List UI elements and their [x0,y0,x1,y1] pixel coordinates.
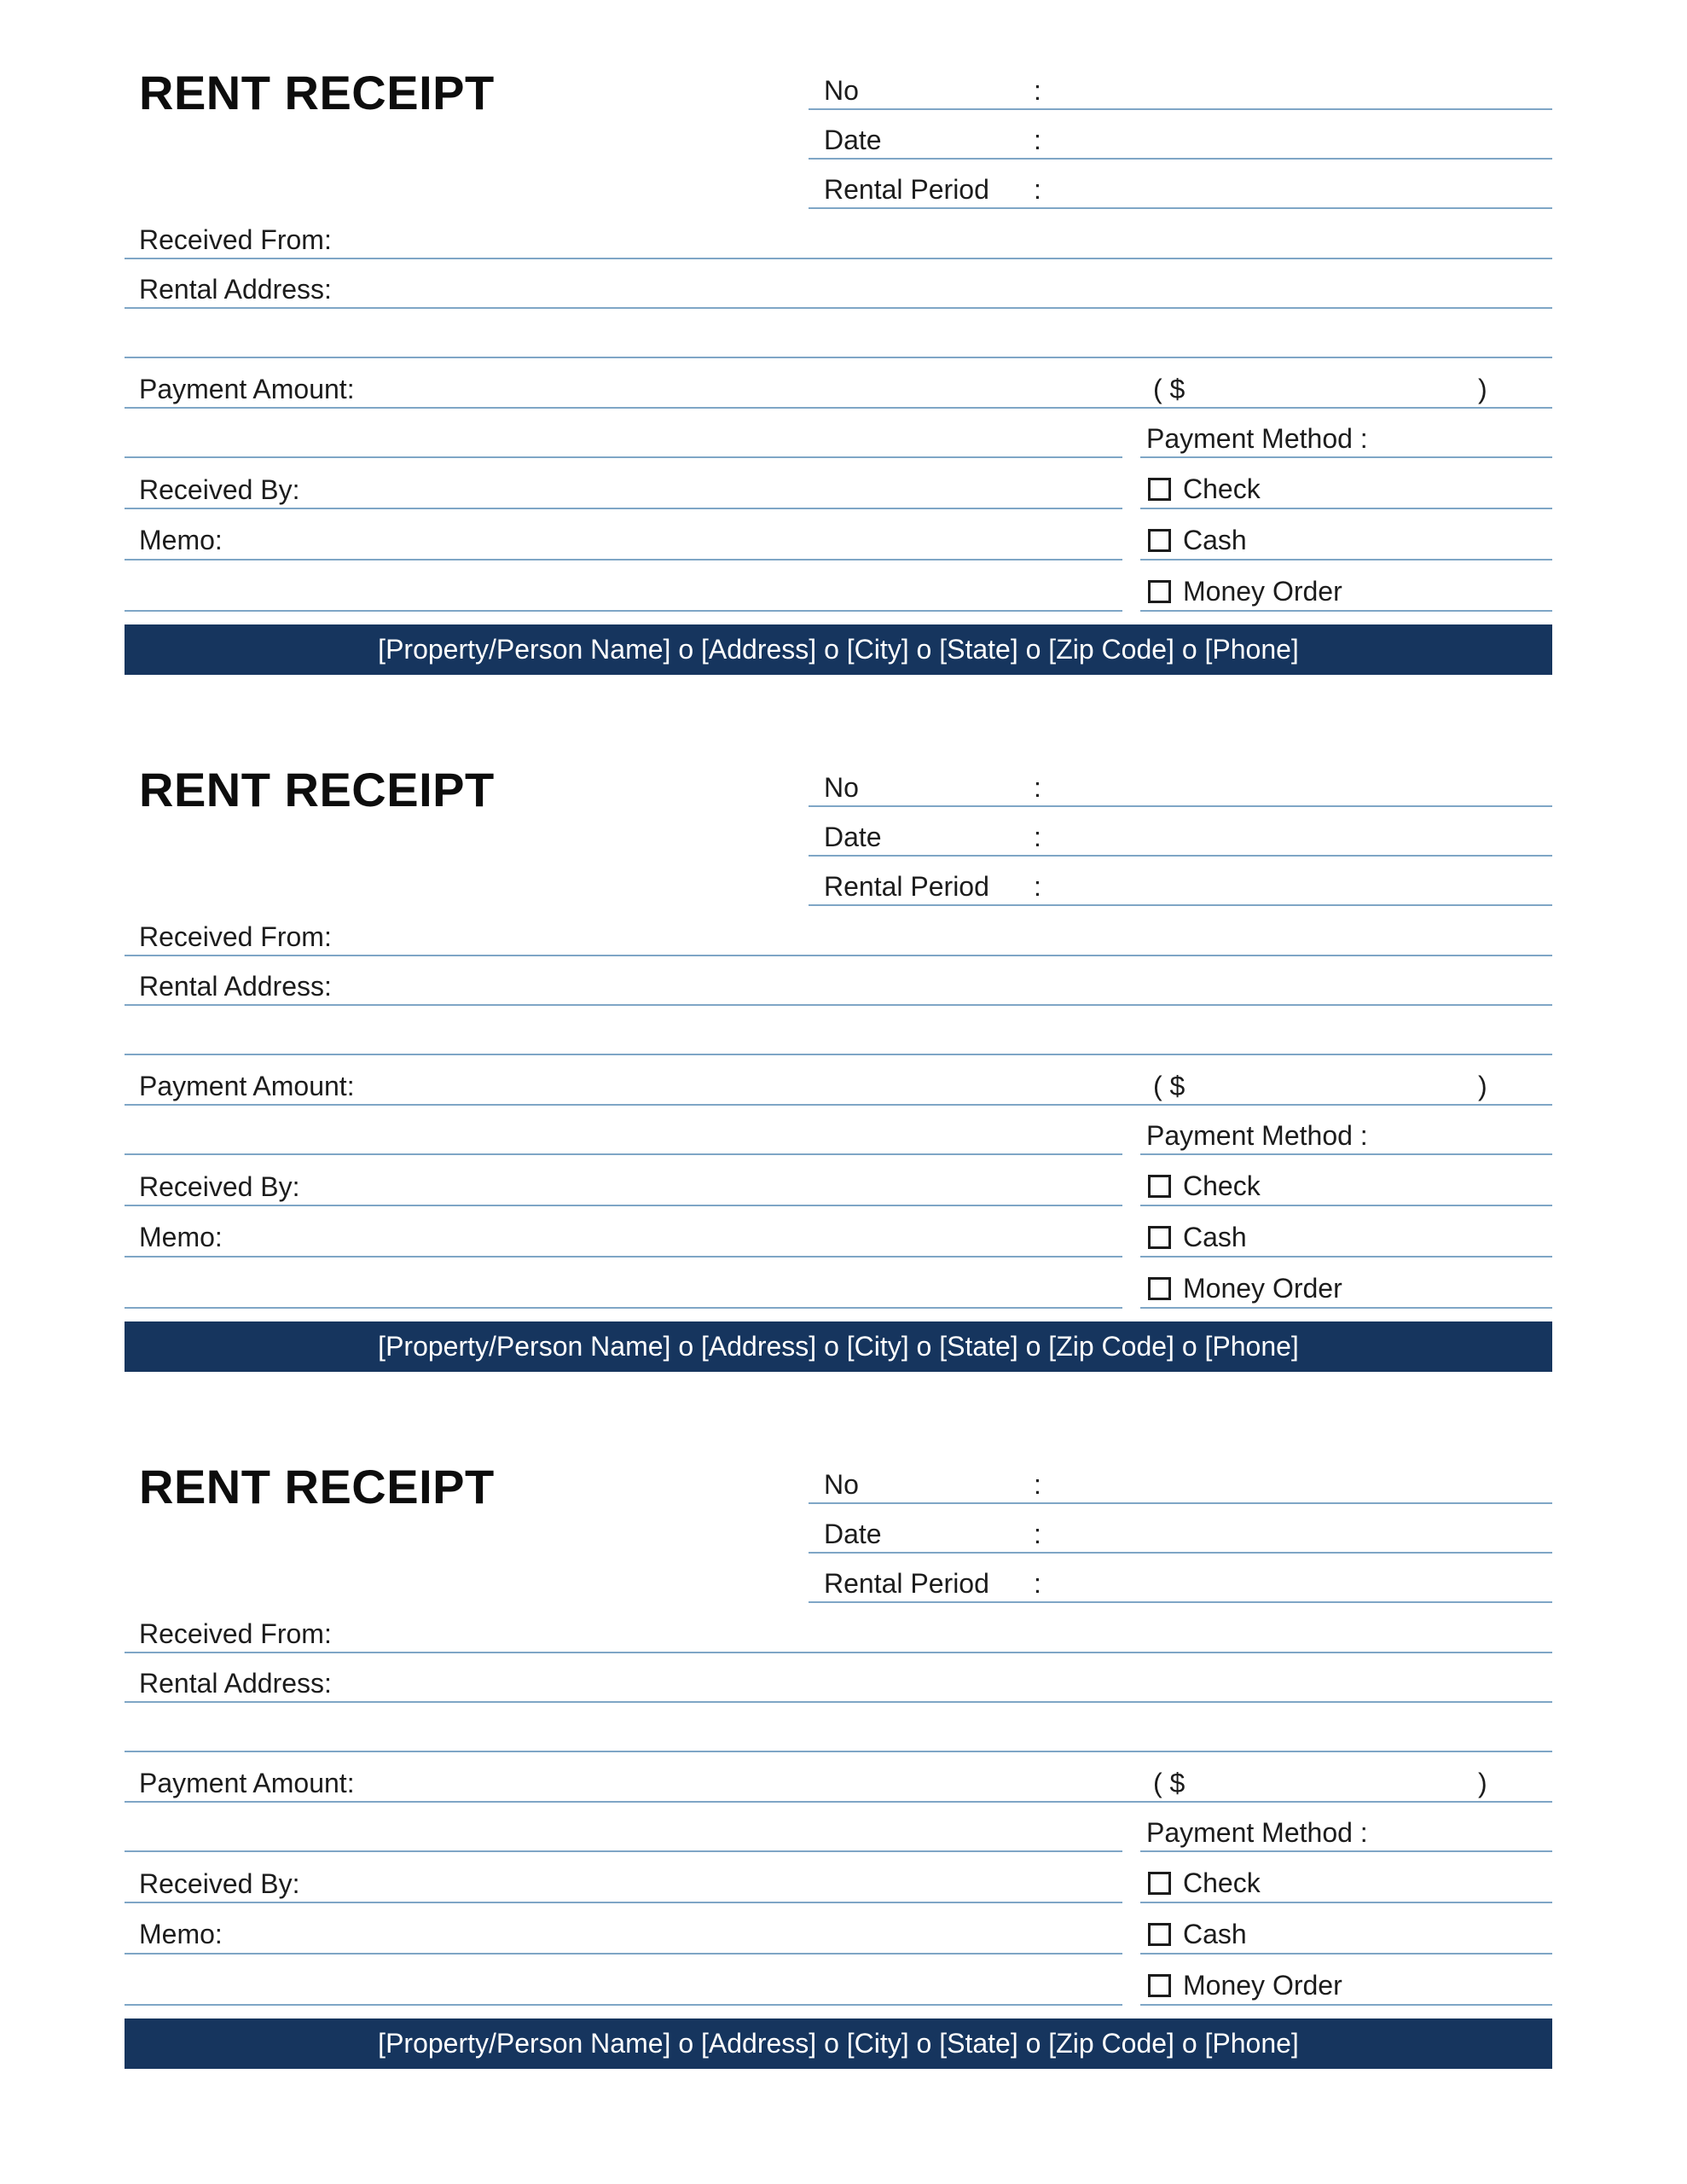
payment-amount-dollar-field[interactable] [1194,1763,1475,1801]
rental-address-rule [125,1004,1552,1006]
no-label: No [824,772,859,803]
memo-field-line-2[interactable] [125,1966,1122,2003]
date-colon: : [1034,125,1041,155]
cash-option[interactable] [1148,1220,1247,1254]
rental-period-colon: : [1034,871,1041,902]
payment-method-label: Payment Method : [1146,1817,1368,1848]
memo-label: Memo: [139,1919,223,1949]
received-from-field[interactable] [341,1614,1552,1652]
rental-period-label: Rental Period [824,1568,989,1599]
received-from-label: Received From: [139,921,332,952]
no-colon: : [1034,772,1041,803]
date-rule [809,158,1552,160]
check-rule [1140,508,1552,509]
received-from-rule [125,258,1552,259]
footer-contact-bar: [Property/Person Name] o [Address] o [City] o [State] o [Zip Code] o [Phone] [125,2018,1552,2069]
received-from-field[interactable] [341,917,1552,955]
received-by-field[interactable] [307,1167,1122,1205]
received-by-rule [125,1902,1122,1903]
rental-period-field[interactable] [1049,171,1552,208]
received-by-rule [125,1205,1122,1206]
rental-address-field-line-2[interactable] [125,1713,1552,1751]
memo-rule [125,1256,1122,1258]
date-label: Date [824,1519,882,1549]
rental-address-field[interactable] [341,967,1552,1004]
payment-amount-field-line-2[interactable] [125,1115,1122,1153]
footer-contact-bar: [Property/Person Name] o [Address] o [City] o [State] o [Zip Code] o [Phone] [125,624,1552,675]
rental-address-field[interactable] [341,270,1552,307]
memo-label: Memo: [139,1222,223,1252]
payment-amount-label: Payment Amount: [139,374,355,404]
payment-amount-rule-2 [125,456,1122,458]
received-by-field[interactable] [307,470,1122,508]
payment-amount-words-field[interactable] [375,1763,1126,1801]
no-label: No [824,1469,859,1500]
rent-receipt-3 [0,1394,1687,2077]
rental-address-label: Rental Address: [139,971,332,1002]
received-from-rule [125,955,1552,956]
received-by-label: Received By: [139,1868,300,1899]
no-colon: : [1034,75,1041,106]
payment-method-label: Payment Method : [1146,1120,1368,1151]
cash-option-label: Cash [1183,1919,1247,1949]
rental-period-label: Rental Period [824,871,989,902]
check-option[interactable] [1148,1866,1261,1900]
payment-amount-field-line-2[interactable] [125,418,1122,456]
check-option[interactable] [1148,472,1261,506]
check-rule [1140,1205,1552,1206]
cash-option[interactable] [1148,523,1247,557]
rental-address-field-line-2[interactable] [125,319,1552,357]
check-option-label: Check [1183,473,1261,504]
money-order-option-label: Money Order [1183,1970,1342,2001]
cash-option-label: Cash [1183,1222,1247,1252]
rental-period-colon: : [1034,174,1041,205]
received-from-label: Received From: [139,1618,332,1649]
date-field[interactable] [1049,818,1552,856]
rental-period-rule [809,1601,1552,1603]
payment-amount-rule [125,407,1552,409]
rental-address-label: Rental Address: [139,1668,332,1699]
memo-field-line-2[interactable] [125,1269,1122,1306]
receipt-title: RENT RECEIPT [139,763,495,816]
date-colon: : [1034,1519,1041,1549]
rental-period-label: Rental Period [824,174,989,205]
amount-close-paren: ) [1478,374,1487,404]
cash-rule [1140,559,1552,561]
memo-field[interactable] [247,520,1122,558]
date-field[interactable] [1049,1515,1552,1553]
received-from-label: Received From: [139,224,332,255]
no-rule [809,108,1552,110]
no-rule [809,1502,1552,1504]
money-order-rule [1140,610,1552,612]
cash-checkbox[interactable] [1148,529,1171,552]
rental-period-rule [809,207,1552,209]
amount-close-paren: ) [1478,1768,1487,1798]
receipt-title: RENT RECEIPT [139,1460,495,1513]
no-field[interactable] [1049,72,1552,109]
rent-receipt-1 [0,0,1687,682]
no-rule [809,805,1552,807]
date-label: Date [824,822,882,852]
cash-option-label: Cash [1183,525,1247,555]
payment-amount-label: Payment Amount: [139,1071,355,1101]
rental-address-rule-2 [125,1751,1552,1752]
cash-checkbox[interactable] [1148,1226,1171,1249]
money-order-rule [1140,2004,1552,2006]
rental-address-field[interactable] [341,1664,1552,1701]
payment-amount-rule-2 [125,1850,1122,1852]
received-by-label: Received By: [139,1171,300,1202]
money-order-option[interactable] [1148,574,1342,608]
money-order-option-label: Money Order [1183,1273,1342,1304]
memo-rule-2 [125,610,1122,612]
check-option-label: Check [1183,1867,1261,1898]
money-order-option[interactable] [1148,1271,1342,1305]
money-order-rule [1140,1307,1552,1309]
money-order-checkbox[interactable] [1148,1974,1171,1997]
rental-address-rule [125,1701,1552,1703]
date-rule [809,855,1552,857]
memo-label: Memo: [139,525,223,555]
rental-period-rule [809,904,1552,906]
check-checkbox[interactable] [1148,478,1171,501]
memo-rule [125,559,1122,561]
payment-method-rule [1140,1153,1552,1155]
payment-amount-rule-2 [125,1153,1122,1155]
check-option[interactable] [1148,1169,1261,1203]
payment-amount-words-field[interactable] [375,1066,1126,1104]
amount-open-paren: ( $ [1153,1071,1186,1101]
date-rule [809,1552,1552,1554]
cash-rule [1140,1953,1552,1955]
check-checkbox[interactable] [1148,1175,1171,1198]
amount-open-paren: ( $ [1153,374,1186,404]
memo-rule-2 [125,2004,1122,2006]
date-label: Date [824,125,882,155]
rental-period-field[interactable] [1049,1565,1552,1602]
memo-field[interactable] [247,1914,1122,1952]
received-by-label: Received By: [139,474,300,505]
check-option-label: Check [1183,1170,1261,1201]
payment-amount-dollar-field[interactable] [1194,1066,1475,1104]
received-by-rule [125,508,1122,509]
cash-option[interactable] [1148,1917,1247,1951]
check-rule [1140,1902,1552,1903]
memo-rule [125,1953,1122,1955]
payment-amount-dollar-field[interactable] [1194,369,1475,407]
payment-method-label: Payment Method : [1146,423,1368,454]
payment-amount-rule [125,1801,1552,1803]
money-order-option-label: Money Order [1183,576,1342,607]
receipt-title: RENT RECEIPT [139,66,495,119]
rent-receipt-2 [0,697,1687,1380]
money-order-checkbox[interactable] [1148,1277,1171,1300]
date-field[interactable] [1049,121,1552,159]
amount-open-paren: ( $ [1153,1768,1186,1798]
payment-amount-rule [125,1104,1552,1106]
payment-amount-field-line-2[interactable] [125,1812,1122,1850]
money-order-option[interactable] [1148,1968,1342,2002]
rental-address-rule-2 [125,1054,1552,1055]
no-field[interactable] [1049,1466,1552,1503]
rental-address-rule-2 [125,357,1552,358]
amount-close-paren: ) [1478,1071,1487,1101]
no-field[interactable] [1049,769,1552,806]
memo-rule-2 [125,1307,1122,1309]
rental-period-field[interactable] [1049,868,1552,905]
cash-rule [1140,1256,1552,1258]
date-colon: : [1034,822,1041,852]
received-from-field[interactable] [341,220,1552,258]
footer-contact-bar: [Property/Person Name] o [Address] o [City] o [State] o [Zip Code] o [Phone] [125,1321,1552,1372]
payment-amount-label: Payment Amount: [139,1768,355,1798]
payment-amount-words-field[interactable] [375,369,1126,407]
received-by-field[interactable] [307,1864,1122,1902]
payment-method-rule [1140,456,1552,458]
rental-address-field-line-2[interactable] [125,1016,1552,1054]
rental-address-rule [125,307,1552,309]
check-checkbox[interactable] [1148,1872,1171,1895]
payment-method-rule [1140,1850,1552,1852]
cash-checkbox[interactable] [1148,1923,1171,1946]
received-from-rule [125,1652,1552,1653]
rental-period-colon: : [1034,1568,1041,1599]
memo-field[interactable] [247,1217,1122,1255]
rental-address-label: Rental Address: [139,274,332,305]
no-colon: : [1034,1469,1041,1500]
memo-field-line-2[interactable] [125,572,1122,609]
no-label: No [824,75,859,106]
money-order-checkbox[interactable] [1148,580,1171,603]
